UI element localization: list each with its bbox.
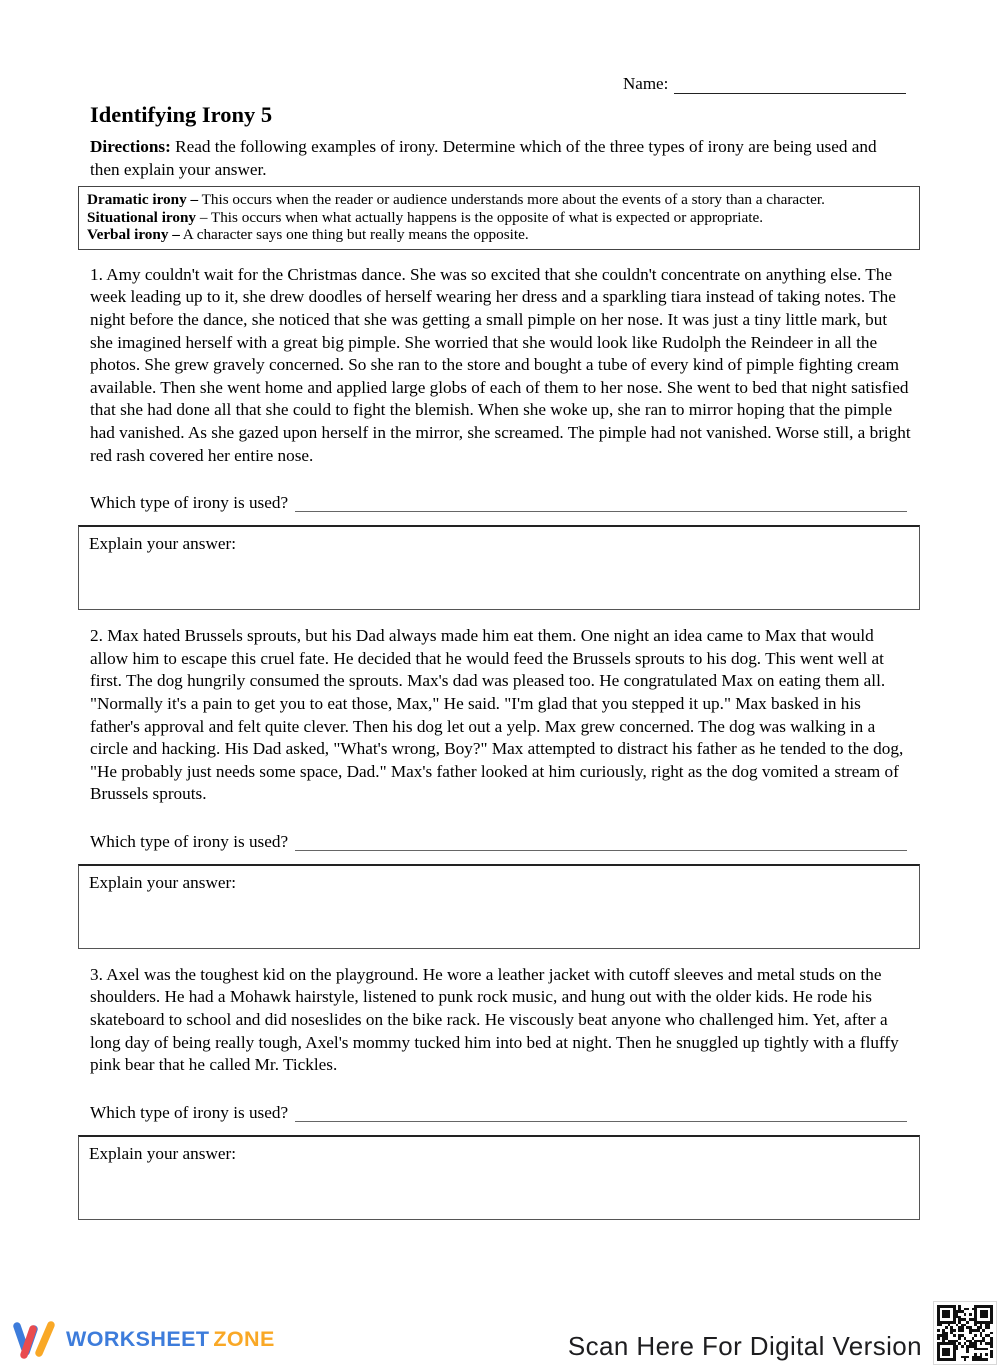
name-row bbox=[623, 74, 1000, 94]
definition-text: This occurs when the reader or audience understands more about the events of a story than a character. bbox=[201, 191, 825, 208]
directions-text: Read the following examples of irony. Determine which of the three types of irony are being used and then explain your answer. bbox=[90, 137, 877, 179]
name-blank-line[interactable] bbox=[674, 76, 906, 94]
irony-type-answer-line-1[interactable] bbox=[295, 494, 907, 512]
question-label: Which type of irony is used? bbox=[90, 1102, 289, 1122]
irony-type-answer-line-3[interactable] bbox=[295, 1104, 907, 1122]
definition-term: Verbal irony – bbox=[87, 226, 180, 244]
brand-first-word: WORKSHEET bbox=[66, 1326, 210, 1351]
directions bbox=[90, 135, 910, 181]
question-label: Which type of irony is used? bbox=[90, 831, 289, 851]
definition-verbal bbox=[87, 226, 911, 244]
name-label: Name: bbox=[623, 74, 669, 93]
irony-type-answer-line-2[interactable] bbox=[295, 833, 907, 851]
scan-here-text: Scan Here For Digital Version bbox=[567, 1331, 922, 1361]
question-row-3 bbox=[90, 1101, 907, 1124]
question-row-1 bbox=[90, 491, 907, 514]
definition-dramatic bbox=[87, 191, 911, 209]
brand-second-word: ZONE bbox=[213, 1326, 275, 1351]
worksheetzone-logo bbox=[12, 1318, 275, 1360]
explain-label: Explain your answer: bbox=[89, 534, 237, 554]
irony-definitions-box bbox=[78, 186, 920, 250]
brand-text bbox=[66, 1327, 275, 1352]
definition-text: A character says one thing but really means the opposite. bbox=[182, 226, 529, 244]
explain-answer-box-1[interactable] bbox=[78, 525, 920, 610]
passage-3: 3. Axel was the toughest kid on the playground. He wore a leather jacket with cutoff sleeves and metal studs on the shoulders. He had a Mohawk hairstyle, listened to punk rock music, and hung out with the older kids. He rode his skateboard to school and did noseslides on the bike rack. He viscously beat anyone who challenged him. Yet, after a long day of being really tough, Axel's mommy tucked him into bed at night. Then he snuggled up tightly with a fluffy pink bear that he called Mr. Tickles. bbox=[90, 964, 899, 1075]
directions-label: Directions: bbox=[90, 137, 171, 156]
qr-code bbox=[933, 1301, 997, 1365]
passage-1: 1. Amy couldn't wait for the Christmas dance. She was so excited that she couldn't concentrate on anything else. The week leading up to it, she drew doodles of herself wearing her dress and a sparkling tiara instead of taking notes. The night before the dance, she noticed that she was getting a small pimple on her nose. It was just a tiny little mark, but she imagined herself with a great big pimple. She worried that she would look like Rudolph the Reindeer in all the photos. She grew gravely concerned. So she ran to the store and bought a tube of every kind of pimple fighting cream available. Then she went home and applied large globs of each of them to her nose. She went to bed that night satisfied that she had done all that she could to fight the blemish. When she woke up, she ran to mirror hoping that the pimple had vanished. As she gazed upon herself in the mirror, she screamed. The pimple had not vanished. Worse still, a bright red rash covered her entire nose. bbox=[90, 264, 911, 465]
explain-label: Explain your answer: bbox=[89, 1143, 237, 1163]
passage-2: 2. Max hated Brussels sprouts, but his Dad always made him eat them. One night an idea came to Max that would allow him to escape this cruel fate. He decided that he would feed the Brussels sprouts to his dog. This went well at first. The dog hungrily consumed the sprouts. Max's dad was pleased too. He congratulated Max on eating them all. "Normally it's a pain to get you to eat those, Max," He said. "I'm glad that you stepped it up." Max basked in his father's approval and felt quite clever. Then his dog let out a yelp. Max grew concerned. The dog was walking in a circle and hacking. His Dad asked, "What's wrong, Boy?" Max attempted to distract his father as he tended to the dog, "He probably just needs some space, Dad." Max's father looked at him curiously, right as the dog vomited a stream of Brussels sprouts. bbox=[90, 626, 904, 804]
footer bbox=[0, 1296, 1000, 1368]
explain-answer-box-3[interactable] bbox=[78, 1135, 920, 1220]
question-label: Which type of irony is used? bbox=[90, 493, 289, 513]
definition-text: – This occurs when what actually happens is the opposite of what is expected or appropriate. bbox=[199, 208, 763, 226]
explain-answer-box-2[interactable] bbox=[78, 864, 920, 949]
explain-label: Explain your answer: bbox=[89, 872, 237, 892]
definition-situational bbox=[87, 209, 911, 227]
question-row-2 bbox=[90, 830, 907, 853]
page-title: Identifying Irony 5 bbox=[90, 102, 273, 127]
definition-term: Situational irony bbox=[87, 208, 197, 226]
worksheetzone-logo-icon bbox=[12, 1318, 58, 1360]
definition-term: Dramatic irony – bbox=[87, 191, 199, 208]
